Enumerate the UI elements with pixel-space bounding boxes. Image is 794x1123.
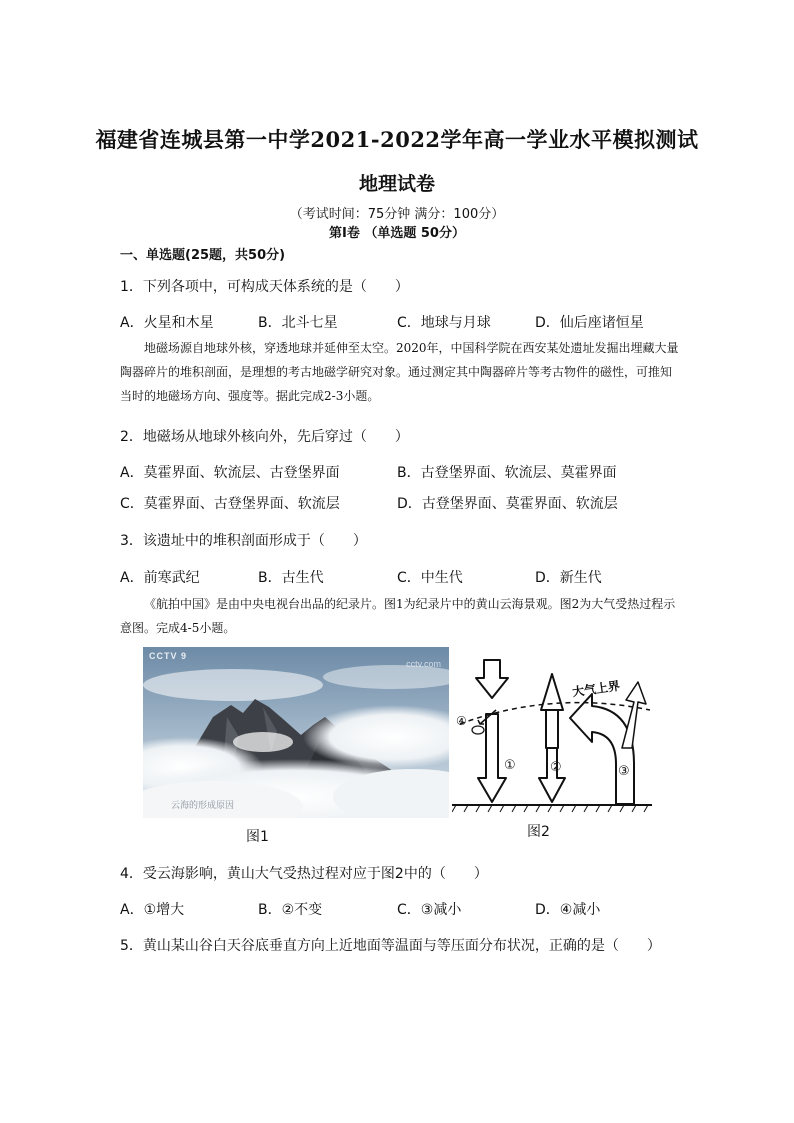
photo-subtitle: 云海的形成原因	[171, 801, 235, 811]
question-2-option-a: A．莫霍界面、软流层、古登堡界面	[120, 465, 340, 481]
question-4-option-b: B．②不变	[258, 902, 323, 918]
figure-2-caption: 图2	[527, 824, 550, 840]
cctv-logo: CCTV 9	[149, 651, 188, 661]
exam-subtitle: 地理试卷	[358, 173, 435, 195]
huangshan-cloud-sea-image	[143, 647, 449, 818]
marker-1: ①	[504, 758, 516, 773]
question-1-option-d: D．仙后座诸恒星	[535, 315, 644, 331]
question-3-stem: 3．该遗址中的堆积剖面形成于（ ）	[120, 533, 367, 549]
question-4-option-c: C．③减小	[397, 902, 462, 918]
atmosphere-top-label: 大气上界	[571, 678, 621, 700]
exam-info: （考试时间：75分钟 满分：100分）	[289, 207, 505, 222]
marker-2: ②	[550, 760, 562, 775]
figure-2-diagram	[452, 652, 652, 814]
arrow-outgoing	[622, 682, 646, 748]
question-2-option-b: B．古登堡界面、软流层、莫霍界面	[397, 465, 617, 481]
material-paragraph-2: 《航拍中国》是由中央电视台出品的纪录片。图1为纪录片中的黄山云海景观。图2为大气受热过程示意图。完成4-5小题。	[120, 597, 676, 635]
question-3-option-d: D．新生代	[535, 570, 602, 586]
material-paragraph-1: 地磁场源自地球外核，穿透地球并延伸至太空。2020年，中国科学院在西安某处遗址发掘出埋藏大量陶器碎片的堆积剖面，是理想的考古地磁学研究对象。通过测定其中陶器碎片等考古物件的磁性，可推知当时的地磁场方向、强度等。据此完成2-3小题。	[120, 341, 679, 403]
question-4-option-d: D．④减小	[535, 902, 601, 918]
figure-1-caption: 图1	[246, 829, 269, 845]
incoming-radiation-arrow	[476, 660, 508, 698]
arrow-2-up-head	[541, 674, 563, 710]
question-1-option-c: C．地球与月球	[397, 315, 491, 331]
question-2-stem: 2．地磁场从地球外核向外，先后穿过（ ）	[120, 429, 409, 445]
question-2-option-c: C．莫霍界面、古登堡界面、软流层	[120, 496, 340, 512]
question-4-option-a: A．①增大	[120, 902, 185, 918]
question-3-option-a: A．前寒武纪	[120, 570, 200, 586]
section-title: 一、单选题(25题，共50分)	[120, 248, 286, 263]
atmosphere-heating-diagram	[452, 652, 652, 814]
question-4-stem: 4．受云海影响，黄山大气受热过程对应于图2中的（ ）	[120, 866, 488, 882]
question-3-option-b: B．古生代	[258, 570, 324, 586]
part-title: 第Ⅰ卷 （单选题 50分）	[329, 226, 465, 241]
arrow-3-curved	[570, 694, 634, 804]
question-5-stem: 5．黄山某山谷白天谷底垂直方向上近地面等温面与等压面分布状况，正确的是（ ）	[120, 938, 661, 954]
arrow-2-down	[539, 748, 565, 802]
question-1-option-a: A．火星和木星	[120, 315, 214, 331]
marker-4: ④	[456, 714, 467, 728]
watermark-text: cctv.com	[406, 659, 441, 669]
marker-3: ③	[618, 764, 630, 779]
figure-1-photo	[143, 647, 449, 818]
question-1-option-b: B．北斗七星	[258, 315, 338, 331]
cloud-icon	[472, 726, 484, 734]
question-3-option-c: C．中生代	[397, 570, 463, 586]
question-1-stem: 1．下列各项中，可构成天体系统的是（ ）	[120, 279, 409, 295]
exam-title: 福建省连城县第一中学2021-2022学年高一学业水平模拟测试	[95, 127, 699, 152]
question-2-option-d: D．古登堡界面、莫霍界面、软流层	[397, 496, 618, 512]
